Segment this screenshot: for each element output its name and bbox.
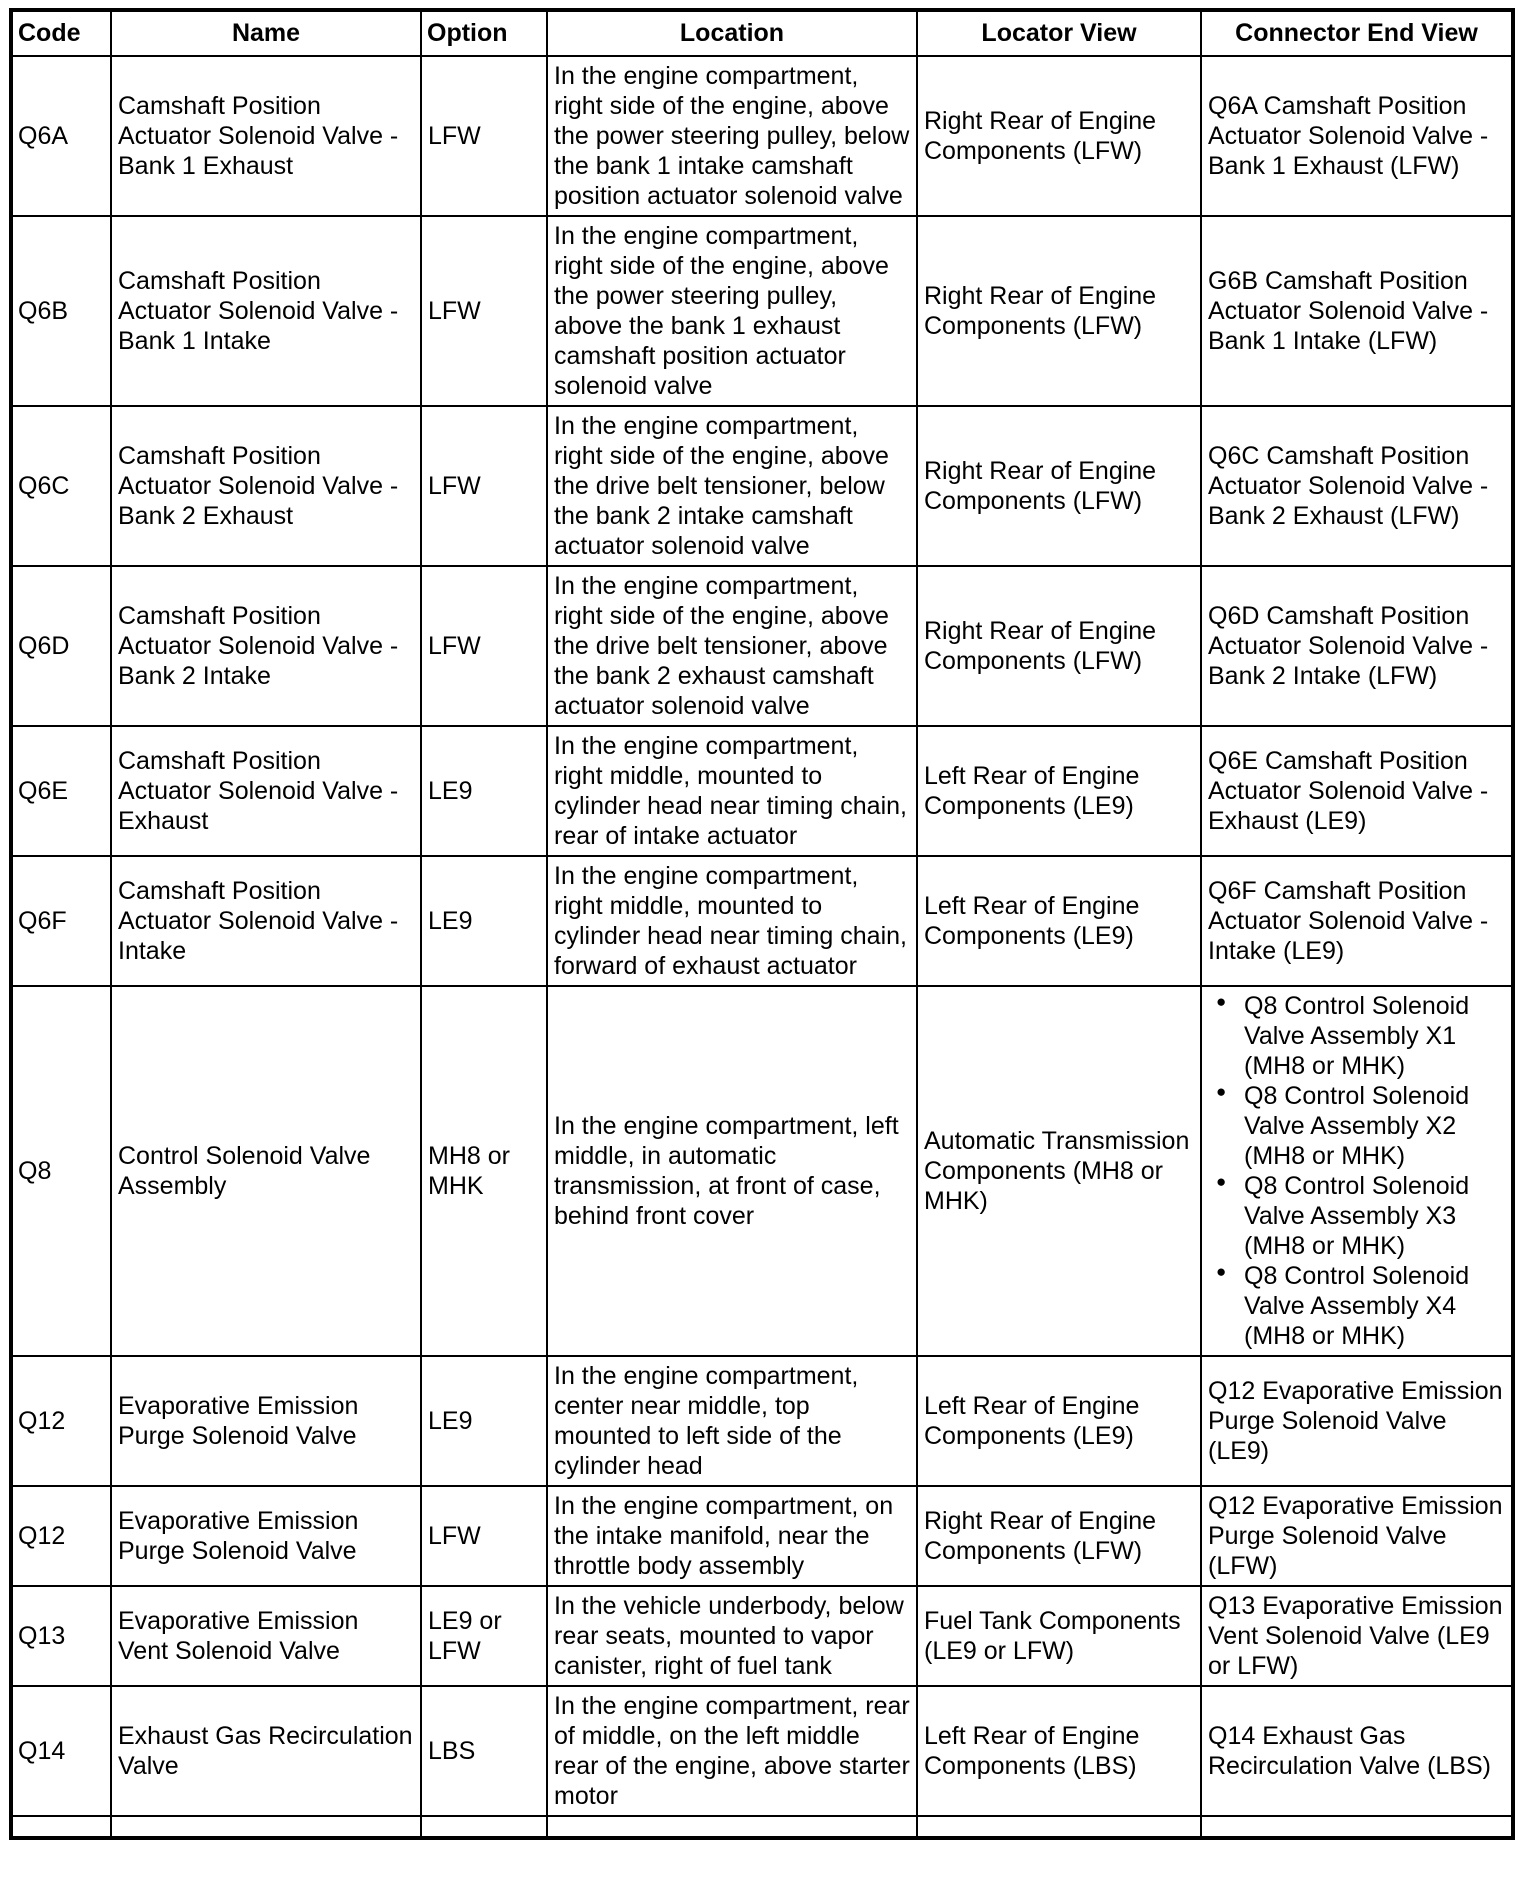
table-row — [11, 566, 1513, 726]
cell-option: LFW — [421, 566, 547, 726]
connector-end-view-item: ● Q8 Control Solenoid Valve Assembly X3 (MH8 or MHK) — [1214, 1171, 1505, 1261]
empty-cell — [421, 1816, 547, 1838]
cell-option: LFW — [421, 56, 547, 216]
cell-connector-end-view: Q12 Evaporative Emission Purge Solenoid Valve (LE9) — [1201, 1356, 1513, 1486]
component-location-table — [9, 8, 1515, 1840]
cell-location: In the engine compartment, left middle, in automatic transmission, at front of case, behind front cover — [547, 986, 917, 1356]
cell-name: Camshaft Position Actuator Solenoid Valve - Bank 1 Intake — [111, 216, 421, 406]
cell-locator-view: Right Rear of Engine Components (LFW) — [917, 56, 1201, 216]
cell-option: LFW — [421, 216, 547, 406]
column-header-locator-view: Locator View — [917, 10, 1201, 56]
cell-location: In the engine compartment, right side of the engine, above the drive belt tensioner, below the bank 2 intake camshaft actuator solenoid valve — [547, 406, 917, 566]
cell-code: Q6E — [11, 726, 111, 856]
cell-location: In the engine compartment, right side of the engine, above the power steering pulley, above the bank 1 exhaust camshaft position actuator solenoid valve — [547, 216, 917, 406]
cell-connector-end-view: Q6D Camshaft Position Actuator Solenoid Valve - Bank 2 Intake (LFW) — [1201, 566, 1513, 726]
table-row — [11, 216, 1513, 406]
cell-location: In the engine compartment, right side of the engine, above the power steering pulley, below the bank 1 intake camshaft position actuator solenoid valve — [547, 56, 917, 216]
table-row — [11, 856, 1513, 986]
cell-option: LE9 or LFW — [421, 1586, 547, 1686]
cell-name: Control Solenoid Valve Assembly — [111, 986, 421, 1356]
cell-code: Q6B — [11, 216, 111, 406]
cell-code: Q6C — [11, 406, 111, 566]
cell-connector-end-view: G6B Camshaft Position Actuator Solenoid Valve - Bank 1 Intake (LFW) — [1201, 216, 1513, 406]
empty-cell — [917, 1816, 1201, 1838]
cell-locator-view: Right Rear of Engine Components (LFW) — [917, 406, 1201, 566]
cell-connector-end-view: Q14 Exhaust Gas Recirculation Valve (LBS) — [1201, 1686, 1513, 1816]
cell-locator-view: Left Rear of Engine Components (LE9) — [917, 856, 1201, 986]
cell-name: Camshaft Position Actuator Solenoid Valve - Exhaust — [111, 726, 421, 856]
empty-cell — [1201, 1816, 1513, 1838]
cell-code: Q6D — [11, 566, 111, 726]
cell-location: In the engine compartment, rear of middle, on the left middle rear of the engine, above starter motor — [547, 1686, 917, 1816]
cell-locator-view: Left Rear of Engine Components (LBS) — [917, 1686, 1201, 1816]
cell-name: Camshaft Position Actuator Solenoid Valve - Intake — [111, 856, 421, 986]
cell-locator-view: Right Rear of Engine Components (LFW) — [917, 566, 1201, 726]
table-header — [11, 10, 1513, 56]
cell-locator-view: Left Rear of Engine Components (LE9) — [917, 726, 1201, 856]
cell-option: MH8 or MHK — [421, 986, 547, 1356]
cell-connector-end-view: Q6F Camshaft Position Actuator Solenoid Valve - Intake (LE9) — [1201, 856, 1513, 986]
cell-code: Q6A — [11, 56, 111, 216]
table-row — [11, 56, 1513, 216]
cell-connector-end-view: Q13 Evaporative Emission Vent Solenoid Valve (LE9 or LFW) — [1201, 1586, 1513, 1686]
cell-code: Q6F — [11, 856, 111, 986]
cell-code: Q8 — [11, 986, 111, 1356]
cell-connector-end-view: Q6E Camshaft Position Actuator Solenoid Valve - Exhaust (LE9) — [1201, 726, 1513, 856]
cell-locator-view: Automatic Transmission Components (MH8 or MHK) — [917, 986, 1201, 1356]
cell-location: In the engine compartment, center near middle, top mounted to left side of the cylinder head — [547, 1356, 917, 1486]
cell-code: Q13 — [11, 1586, 111, 1686]
cell-option: LBS — [421, 1686, 547, 1816]
cell-locator-view: Left Rear of Engine Components (LE9) — [917, 1356, 1201, 1486]
empty-cell — [547, 1816, 917, 1838]
cell-option: LE9 — [421, 726, 547, 856]
cell-option: LFW — [421, 406, 547, 566]
cell-name: Evaporative Emission Vent Solenoid Valve — [111, 1586, 421, 1686]
table-row — [11, 1586, 1513, 1686]
cell-code: Q12 — [11, 1356, 111, 1486]
table-row — [11, 986, 1513, 1356]
cell-name: Evaporative Emission Purge Solenoid Valve — [111, 1356, 421, 1486]
component-table-body — [11, 56, 1513, 1838]
column-header-connector-end-view: Connector End View — [1201, 10, 1513, 56]
cell-connector-end-view: Q12 Evaporative Emission Purge Solenoid Valve (LFW) — [1201, 1486, 1513, 1586]
cell-locator-view: Right Rear of Engine Components (LFW) — [917, 216, 1201, 406]
cell-connector-end-view: Q6C Camshaft Position Actuator Solenoid Valve - Bank 2 Exhaust (LFW) — [1201, 406, 1513, 566]
cell-locator-view: Right Rear of Engine Components (LFW) — [917, 1486, 1201, 1586]
empty-cell — [11, 1816, 111, 1838]
cell-connector-end-view — [1201, 986, 1513, 1356]
cell-location: In the engine compartment, on the intake manifold, near the throttle body assembly — [547, 1486, 917, 1586]
empty-footer-row — [11, 1816, 1513, 1838]
cell-name: Camshaft Position Actuator Solenoid Valve - Bank 2 Exhaust — [111, 406, 421, 566]
column-header-code: Code — [11, 10, 111, 56]
connector-end-view-item: ● Q8 Control Solenoid Valve Assembly X2 (MH8 or MHK) — [1214, 1081, 1505, 1171]
cell-option: LFW — [421, 1486, 547, 1586]
cell-name: Camshaft Position Actuator Solenoid Valve - Bank 2 Intake — [111, 566, 421, 726]
cell-locator-view: Fuel Tank Components (LE9 or LFW) — [917, 1586, 1201, 1686]
cell-name: Exhaust Gas Recirculation Valve — [111, 1686, 421, 1816]
cell-location: In the engine compartment, right side of the engine, above the drive belt tensioner, above the bank 2 exhaust camshaft actuator solenoid valve — [547, 566, 917, 726]
table-row — [11, 406, 1513, 566]
column-header-name: Name — [111, 10, 421, 56]
cell-code: Q12 — [11, 1486, 111, 1586]
connector-end-view-item: ● Q8 Control Solenoid Valve Assembly X1 (MH8 or MHK) — [1214, 991, 1505, 1081]
connector-end-view-list — [1208, 991, 1505, 1351]
cell-location: In the engine compartment, right middle, mounted to cylinder head near timing chain, rear of intake actuator — [547, 726, 917, 856]
table-row — [11, 1356, 1513, 1486]
empty-cell — [111, 1816, 421, 1838]
table-row — [11, 726, 1513, 856]
cell-location: In the vehicle underbody, below rear seats, mounted to vapor canister, right of fuel tank — [547, 1586, 917, 1686]
column-header-location: Location — [547, 10, 917, 56]
table-row — [11, 1486, 1513, 1586]
column-header-option: Option — [421, 10, 547, 56]
connector-end-view-item: ● Q8 Control Solenoid Valve Assembly X4 (MH8 or MHK) — [1214, 1261, 1505, 1351]
cell-location: In the engine compartment, right middle, mounted to cylinder head near timing chain, forward of exhaust actuator — [547, 856, 917, 986]
header-row — [11, 10, 1513, 56]
table-row — [11, 1686, 1513, 1816]
cell-name: Evaporative Emission Purge Solenoid Valve — [111, 1486, 421, 1586]
cell-connector-end-view: Q6A Camshaft Position Actuator Solenoid Valve - Bank 1 Exhaust (LFW) — [1201, 56, 1513, 216]
cell-option: LE9 — [421, 856, 547, 986]
cell-code: Q14 — [11, 1686, 111, 1816]
cell-name: Camshaft Position Actuator Solenoid Valve - Bank 1 Exhaust — [111, 56, 421, 216]
cell-option: LE9 — [421, 1356, 547, 1486]
